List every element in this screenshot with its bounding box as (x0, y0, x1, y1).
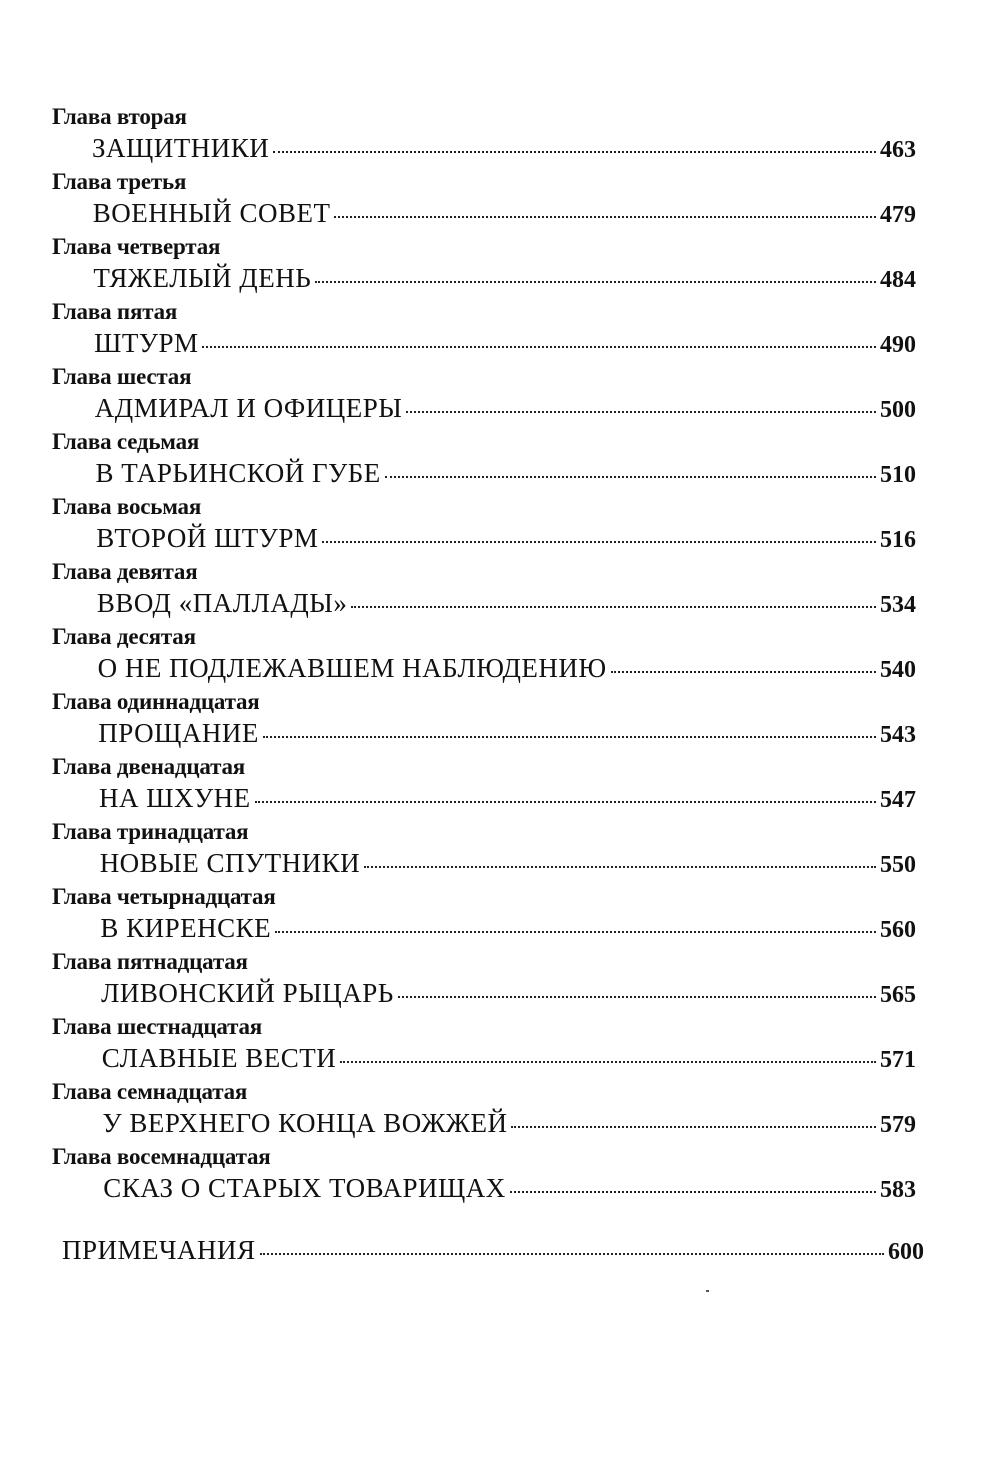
page-number: 534 (880, 592, 916, 618)
notes-title: ПРИМЕЧАНИЯ (62, 1235, 256, 1265)
toc-line (99, 780, 916, 818)
toc-line (103, 1105, 917, 1143)
chapter-title: СЛАВНЫЕ ВЕСТИ (101, 1043, 337, 1073)
toc-entry[interactable] (0, 1012, 1000, 1077)
page-number: 579 (880, 1112, 916, 1138)
chapter-title: ШТУРМ (94, 328, 199, 358)
chapter-title: ЗАЩИТНИКИ (92, 133, 270, 163)
toc-line (102, 1040, 916, 1078)
toc-entry[interactable] (0, 492, 1000, 557)
chapter-label: Глава пятая (52, 299, 178, 324)
dot-leader (263, 736, 876, 738)
dot-leader (340, 1061, 876, 1063)
toc-line (94, 325, 916, 363)
toc-entry[interactable] (0, 297, 1000, 362)
toc-entry[interactable] (0, 687, 1000, 752)
chapter-title: ТЯЖЕЛЫЙ ДЕНЬ (93, 263, 312, 293)
chapter-title: ПРОЩАНИЕ (98, 718, 259, 748)
dot-leader (406, 411, 876, 413)
toc-entry[interactable] (0, 1142, 1000, 1207)
chapter-label: Глава пятнадцатая (52, 949, 248, 974)
chapter-title: НА ШХУНЕ (99, 783, 251, 813)
toc-line (100, 845, 916, 883)
chapter-title: В КИРЕНСКЕ (100, 913, 272, 943)
print-speck (706, 1290, 709, 1292)
dot-leader (364, 866, 876, 868)
chapter-label: Глава семнадцатая (52, 1079, 248, 1104)
dot-leader (510, 1191, 876, 1193)
page-number: 484 (880, 267, 916, 293)
chapter-label: Глава девятая (52, 559, 198, 584)
chapter-title: ВОЕННЫЙ СОВЕТ (92, 198, 331, 228)
toc-line (93, 195, 916, 233)
chapter-title: О НЕ ПОДЛЕЖАВШЕМ НАБЛЮДЕНИЮ (97, 653, 607, 683)
toc-line (98, 650, 916, 688)
chapter-label: Глава вторая (52, 104, 187, 129)
chapter-label: Глава тринадцатая (52, 819, 249, 844)
chapter-title: ВВОД «ПАЛЛАДЫ» (96, 588, 348, 618)
dot-leader (260, 1253, 884, 1255)
toc-line (100, 910, 916, 948)
page-number: 571 (880, 1047, 916, 1073)
toc-entry[interactable] (0, 882, 1000, 947)
toc-line (95, 390, 916, 428)
toc-line (96, 455, 917, 493)
chapter-label: Глава третья (52, 169, 187, 194)
toc-entry[interactable] (0, 427, 1000, 492)
notes-page-number: 600 (888, 1239, 924, 1265)
dot-leader (511, 1126, 876, 1128)
toc-line (98, 715, 916, 753)
toc-entry[interactable] (0, 232, 1000, 297)
chapter-title: В ТАРЬИНСКОЙ ГУБЕ (95, 458, 381, 488)
page-number: 500 (880, 397, 916, 423)
chapter-title: У ВЕРХНЕГО КОНЦА ВОЖЖЕЙ (102, 1108, 508, 1138)
dot-leader (202, 346, 876, 348)
chapter-label: Глава восемнадцатая (52, 1144, 271, 1169)
chapter-label: Глава четвертая (52, 234, 221, 259)
page-number: 479 (880, 202, 916, 228)
toc-entry[interactable] (0, 1077, 1000, 1142)
page-number: 560 (880, 917, 916, 943)
toc-entry[interactable] (0, 362, 1000, 427)
toc-entry[interactable] (0, 167, 1000, 232)
toc-entry[interactable] (0, 947, 1000, 1012)
page-number: 543 (880, 722, 916, 748)
chapter-title: СКАЗ О СТАРЫХ ТОВАРИЩАХ (103, 1173, 506, 1203)
chapter-label: Глава седьмая (52, 429, 200, 454)
chapter-label: Глава одиннадцатая (52, 689, 260, 714)
table-of-contents (0, 102, 1000, 1207)
toc-entry-notes[interactable] (62, 1232, 924, 1270)
dot-leader (255, 801, 876, 803)
toc-line (97, 585, 916, 623)
page-number: 516 (880, 527, 916, 553)
toc-line (103, 1170, 916, 1208)
chapter-title: ВТОРОЙ ШТУРМ (96, 523, 319, 553)
chapter-label: Глава двенадцатая (52, 754, 246, 779)
toc-line (101, 975, 916, 1013)
page-number: 583 (880, 1177, 916, 1203)
chapter-title: НОВЫЕ СПУТНИКИ (99, 848, 361, 878)
chapter-label: Глава шестая (52, 364, 192, 389)
chapter-label: Глава восьмая (52, 494, 202, 519)
dot-leader (398, 996, 876, 998)
page-number: 540 (880, 657, 916, 683)
dot-leader (275, 931, 876, 933)
dot-leader (315, 281, 876, 283)
chapter-label: Глава шестнадцатая (52, 1014, 262, 1039)
toc-entry[interactable] (0, 817, 1000, 882)
dot-leader (334, 216, 876, 218)
dot-leader (273, 151, 876, 153)
toc-line (92, 130, 916, 168)
dot-leader (351, 606, 876, 608)
dot-leader (385, 476, 876, 478)
page-number: 547 (880, 787, 916, 813)
page-number: 463 (880, 137, 916, 163)
toc-line (96, 520, 916, 558)
chapter-label: Глава четырнадцатая (52, 884, 276, 909)
toc-entry[interactable] (0, 557, 1000, 622)
page-number: 510 (880, 462, 916, 488)
toc-line (93, 260, 916, 298)
dot-leader (611, 671, 876, 673)
dot-leader (322, 541, 876, 543)
toc-entry[interactable] (0, 102, 1000, 167)
page-number: 490 (880, 332, 916, 358)
page-number: 550 (880, 852, 916, 878)
toc-entry[interactable] (0, 622, 1000, 687)
page-number: 565 (880, 982, 916, 1008)
toc-entry[interactable] (0, 752, 1000, 817)
chapter-label: Глава десятая (52, 624, 196, 649)
chapter-title: ЛИВОНСКИЙ РЫЦАРЬ (101, 978, 394, 1008)
chapter-title: АДМИРАЛ И ОФИЦЕРЫ (94, 393, 403, 423)
